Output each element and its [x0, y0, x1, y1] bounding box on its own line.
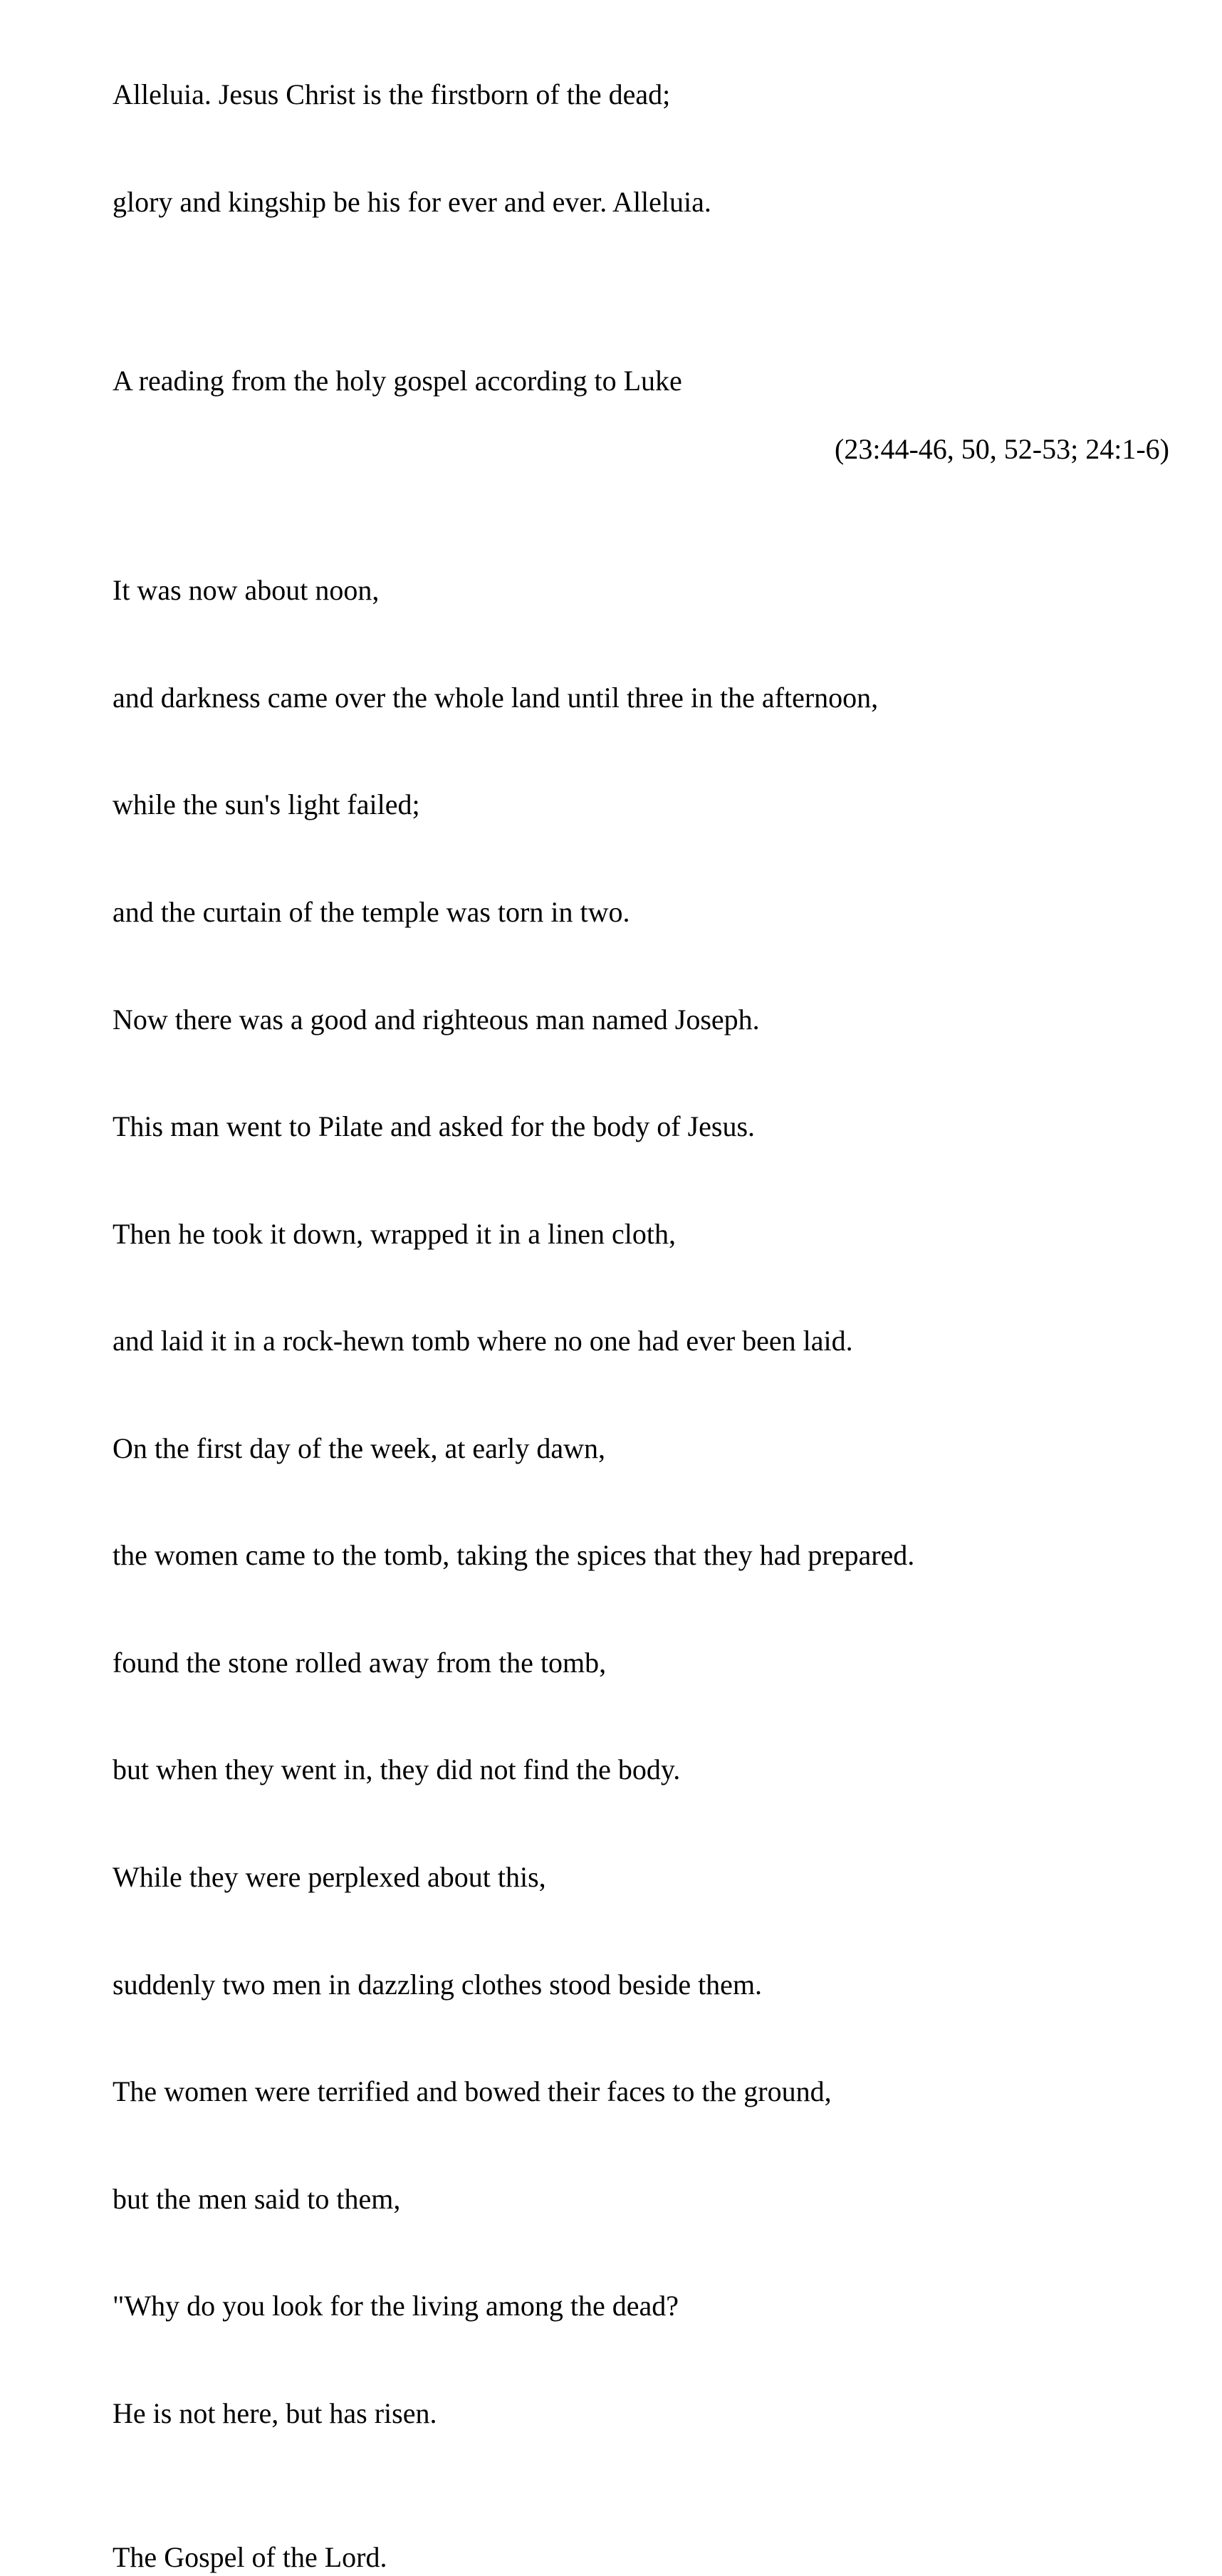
acclamation-line: Alleluia. Jesus Christ is the firstborn of the dead; [113, 78, 671, 111]
reading-line: and the curtain of the temple was torn in two. [113, 895, 630, 928]
reading-line: While they were perplexed about this, [113, 1861, 546, 1893]
gospel-closing-acclamation: The Gospel of the Lord. [113, 2541, 387, 2574]
reading-line: On the first day of the week, at early dawn, [113, 1432, 605, 1464]
gospel-acclamation [113, 0, 1179, 292]
gospel-introduction: A reading from the holy gospel according to Luke [113, 364, 682, 397]
scripture-citation: (23:44-46, 50, 52-53; 24:1-6) [835, 432, 1169, 465]
reading-line: found the stone rolled away from the tomb, [113, 1646, 607, 1679]
reading-line: the women came to the tomb, taking the spices that they had prepared. [113, 1539, 915, 1572]
reading-line: and laid it in a rock-hewn tomb where no one had ever been laid. [113, 1325, 853, 1357]
reading-line: while the sun's light failed; [113, 788, 420, 821]
reading-line: Now there was a good and righteous man named Joseph. [113, 1003, 760, 1036]
reading-line: suddenly two men in dazzling clothes stood beside them. [113, 1968, 763, 2001]
reading-line: He is not here, but has risen. [113, 2397, 437, 2429]
reading-line: "Why do you look for the living among the dead? [113, 2290, 679, 2322]
reading-line: but the men said to them, [113, 2182, 401, 2215]
reading-line: but when they went in, they did not find the body. [113, 1753, 681, 1786]
reading-line: Then he took it down, wrapped it in a linen cloth, [113, 1217, 676, 1250]
reading-line: and darkness came over the whole land until three in the afternoon, [113, 681, 879, 714]
gospel-reading-body [113, 467, 1179, 2503]
reading-line: It was now about noon, [113, 574, 380, 607]
reading-line: This man went to Pilate and asked for the body of Jesus. [113, 1110, 756, 1143]
acclamation-line: glory and kingship be his for ever and ever. Alleluia. [113, 185, 711, 218]
reading-line: The women were terrified and bowed their faces to the ground, [113, 2075, 832, 2108]
